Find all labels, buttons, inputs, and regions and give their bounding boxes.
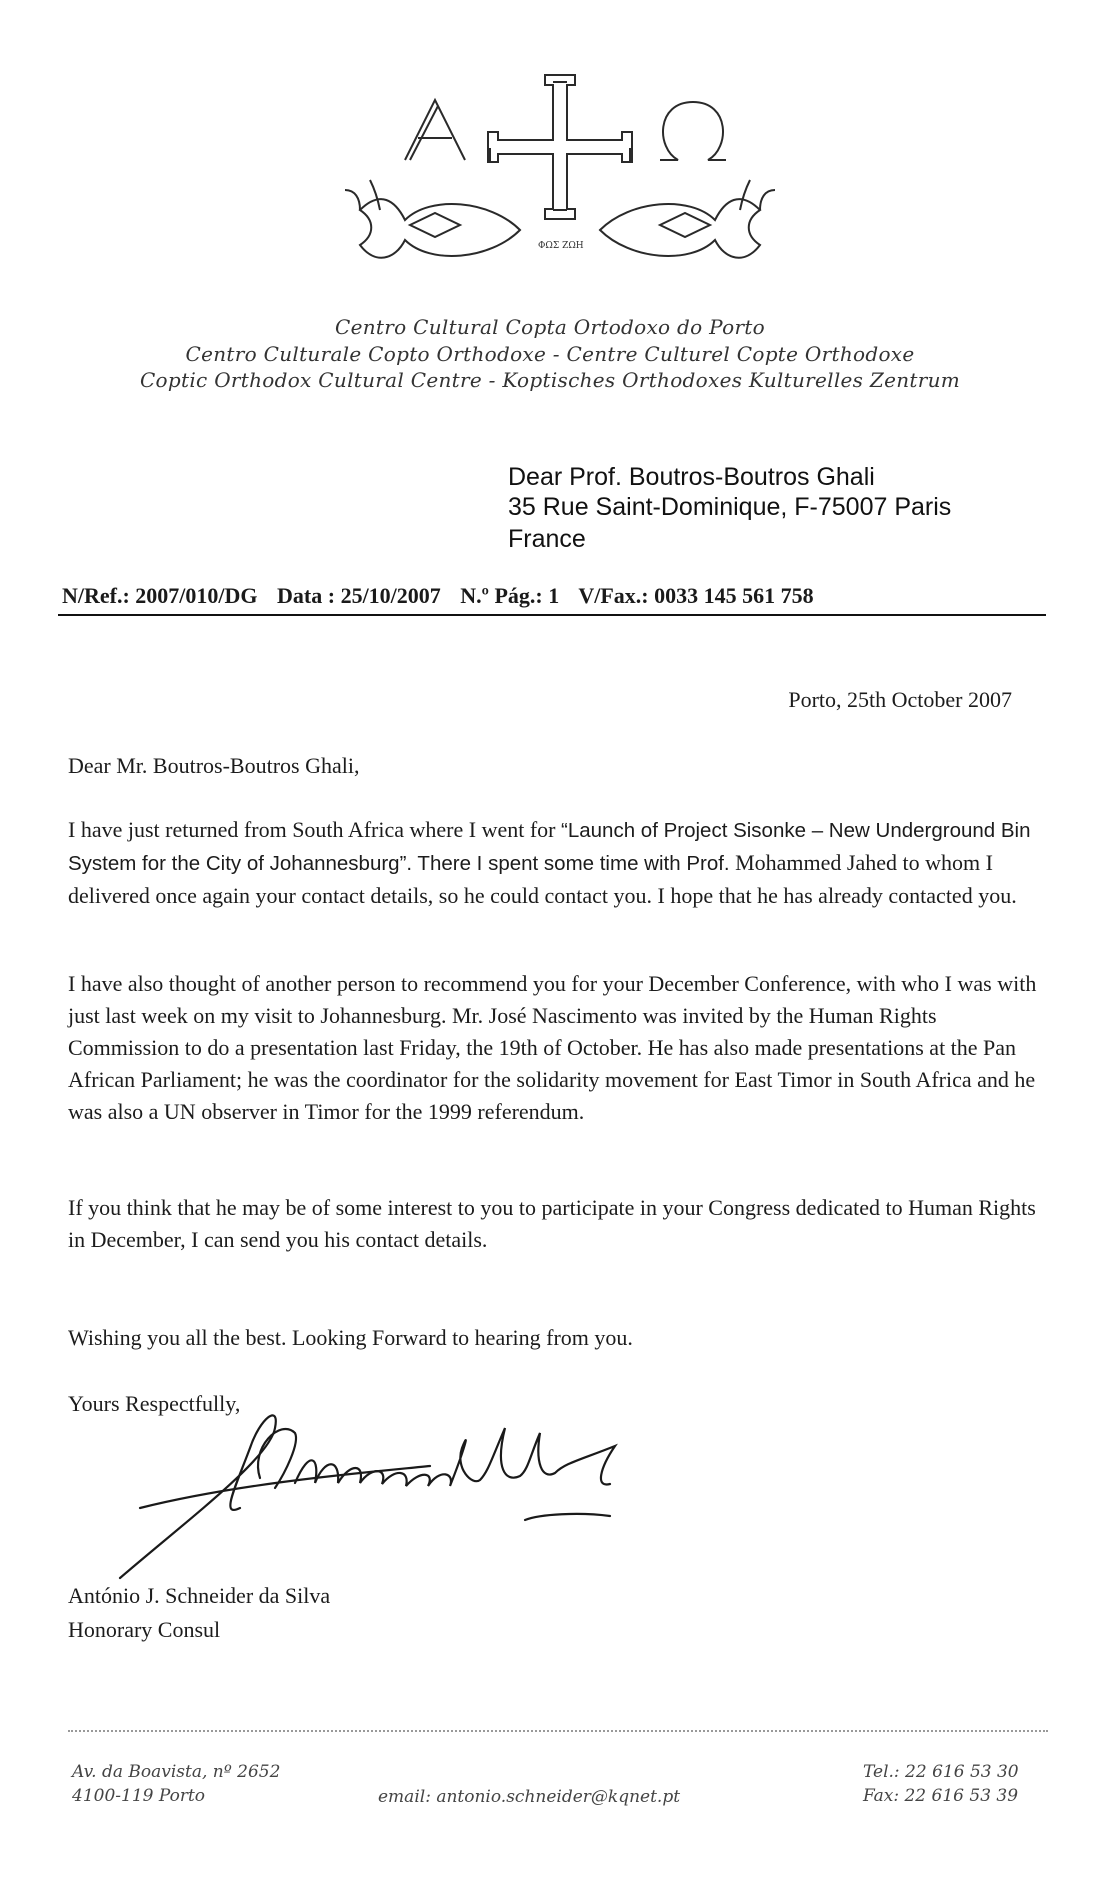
paragraph-1-lead: I have just returned from South Africa where I went for [68, 817, 562, 842]
footer-telephone: Tel.: 22 616 53 30 [863, 1762, 1019, 1782]
paragraph-1-project: “Launch of Project Sisonke – New Underground Bin System for the City of Johannesburg”. There I spent some time with Prof. [68, 819, 1031, 875]
reference-bar [62, 583, 1045, 609]
footer-street: Av. da Boavista, nº 2652 [72, 1762, 281, 1782]
footer-city: 4100-119 Porto [72, 1786, 206, 1806]
paragraph-1 [68, 814, 1048, 912]
recipient-fax: V/Fax.: 0033 145 561 758 [578, 583, 814, 608]
footer-email[interactable]: email: antonio.schneider@kqnet.pt [378, 1787, 681, 1807]
recipient-street: 35 Rue Saint-Dominique, F-75007 Paris [508, 493, 952, 521]
paragraph-4: Wishing you all the best. Looking Forward to hearing from you. [68, 1325, 633, 1350]
page-number: N.º Pág.: 1 [460, 583, 560, 608]
salutation: Dear Mr. Boutros-Boutros Ghali, [68, 753, 360, 778]
reference-number: N/Ref.: 2007/010/DG [62, 583, 258, 608]
footer-fax: Fax: 22 616 53 39 [863, 1786, 1019, 1806]
place-date: Porto, 25th October 2007 [788, 687, 1012, 712]
reference-underline [58, 614, 1046, 616]
paragraph-3: If you think that he may be of some interest to you to participate in your Congress dedicated to Human Rights in December, I can send you his contact details. [68, 1195, 1036, 1252]
paragraph-1-tail: Mohammed Jahed to whom I delivered once again your contact details, so he could contact you. I hope that he has already contacted you. [68, 850, 1017, 908]
recipient-name: Dear Prof. Boutros-Boutros Ghali [508, 463, 875, 491]
coptic-crest-logo [340, 60, 780, 300]
centre-name-english-german: Coptic Orthodox Cultural Centre - Koptisches Orthodoxes Kulturelles Zentrum [139, 368, 961, 392]
centre-name-portuguese: Centro Cultural Copta Ortodoxo do Porto [334, 315, 765, 339]
signer-title: Honorary Consul [68, 1617, 221, 1642]
recipient-country: France [508, 525, 586, 553]
footer-divider [68, 1730, 1048, 1732]
paragraph-2: I have also thought of another person to recommend you for your December Conference, with who I was with just last week on my visit to Johannesburg. Mr. José Nascimento was invited by the Human Rights Commission to do a presentation last Friday, the 19th of October. He has also made presentations at the Pan African Parliament; he was the coordinator for the solidarity movement for East Timor in South Africa and he was also a UN observer in Timor for the 1999 referendum. [68, 971, 1037, 1124]
svg-text:ΦΩΣ ΖΩΗ: ΦΩΣ ΖΩΗ [538, 241, 584, 251]
signer-name: António J. Schneider da Silva [68, 1583, 331, 1608]
centre-name-french: Centro Culturale Copto Orthodoxe - Centre Culturel Copte Orthodoxe [185, 342, 915, 366]
handwritten-signature [110, 1388, 650, 1588]
reference-date: Data : 25/10/2007 [277, 583, 441, 608]
closing: Yours Respectfully, [68, 1391, 241, 1416]
